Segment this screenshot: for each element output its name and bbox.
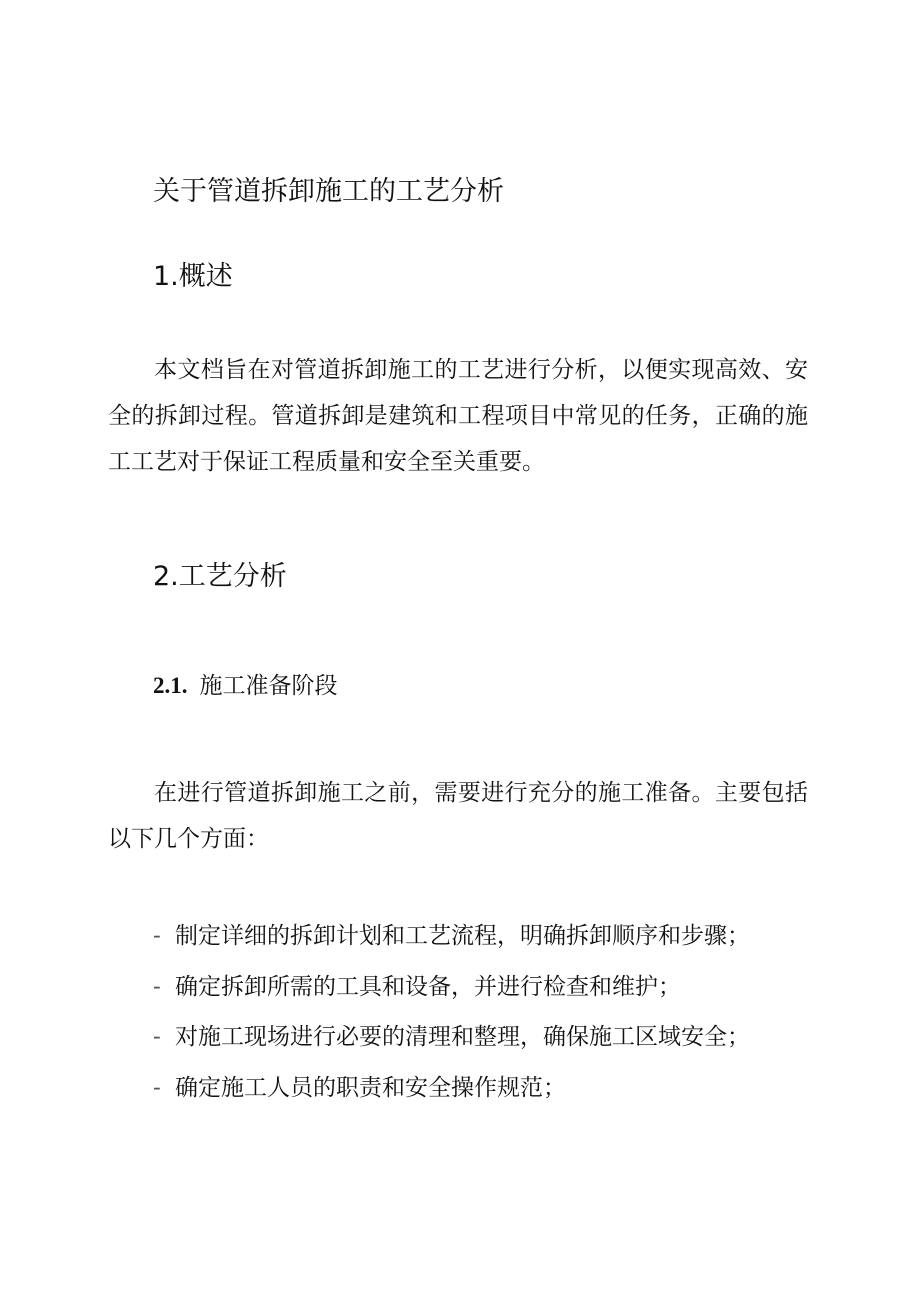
subsection-heading-preparation xyxy=(153,668,338,704)
list-item-text: 制定详细的拆卸计划和工艺流程，明确拆卸顺序和步骤； xyxy=(175,923,750,949)
list-item xyxy=(153,911,750,962)
preparation-list xyxy=(153,911,750,1113)
document-title: 关于管道拆卸施工的工艺分析 xyxy=(153,176,504,207)
list-item-text: 确定拆卸所需的工具和设备，并进行检查和维护； xyxy=(175,973,681,1000)
subsection-number: 2.1. xyxy=(153,673,188,698)
list-item xyxy=(153,1063,750,1114)
list-item xyxy=(153,1012,750,1063)
preparation-paragraph: 在进行管道拆卸施工之前，需要进行充分的施工准备。主要包括以下几个方面： xyxy=(108,780,808,852)
bullet-dash: - xyxy=(153,1074,161,1101)
bullet-dash: - xyxy=(153,1024,161,1050)
overview-paragraph: 本文档旨在对管道拆卸施工的工艺进行分析，以便实现高效、安全的拆卸过程。管道拆卸是建筑和工程项目中常见的任务，正确的施工工艺对于保证工程质量和安全至关重要。 xyxy=(108,357,808,475)
list-item-text: 对施工现场进行必要的清理和整理，确保施工区域安全； xyxy=(175,1024,750,1050)
section-heading-overview: 1.概述 xyxy=(153,261,233,292)
section-heading-process-analysis: 2.工艺分析 xyxy=(153,561,287,592)
subsection-title: 施工准备阶段 xyxy=(199,673,338,699)
bullet-dash: - xyxy=(153,973,161,1000)
list-item xyxy=(153,962,750,1013)
list-item-text: 确定施工人员的职责和安全操作规范； xyxy=(175,1074,566,1101)
bullet-dash: - xyxy=(153,923,161,949)
